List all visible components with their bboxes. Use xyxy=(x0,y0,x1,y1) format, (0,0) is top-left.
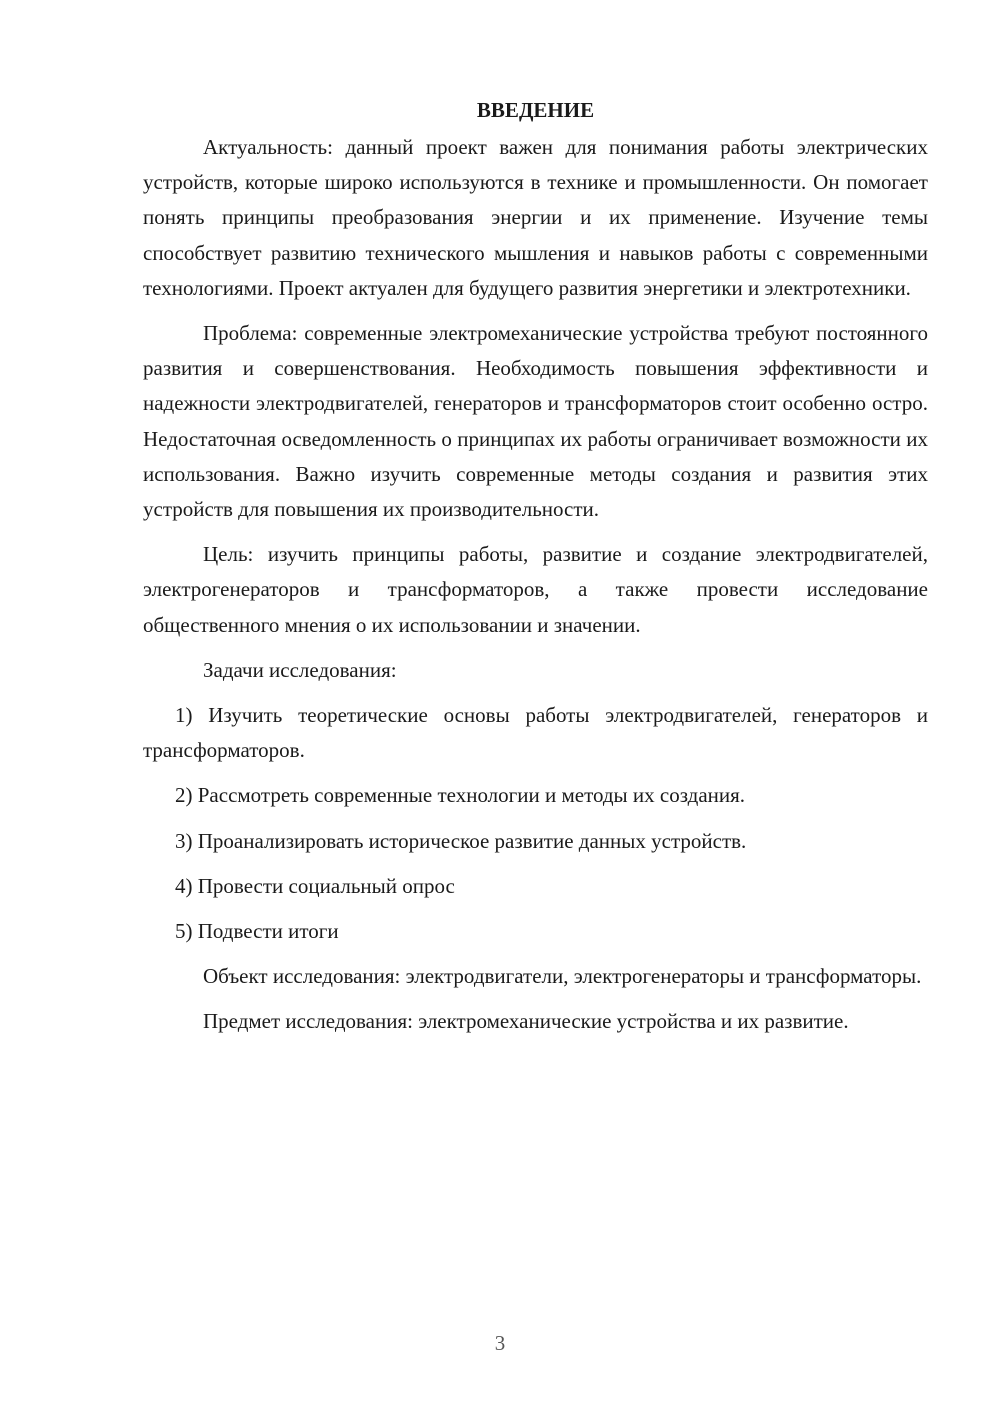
task-item-5: 5) Подвести итоги xyxy=(175,919,339,944)
tasks-heading: Задачи исследования: xyxy=(203,657,397,682)
section-heading: ВВЕДЕНИЕ xyxy=(476,98,595,122)
subject-paragraph: Предмет исследования: электромеханические устройства и их развитие. xyxy=(203,1009,849,1034)
goal-paragraph: Цель: изучить принципы работы, развитие и создание электродвигателей, электрогенераторов и трансформаторов, а также провести исследование общественного мнения о их использовании и значении. xyxy=(143,542,928,637)
task-item-1: 1) Изучить теоретические основы работы электродвигателей, генераторов и трансформаторов. xyxy=(143,703,928,763)
document-page xyxy=(143,92,928,1050)
relevance-paragraph: Актуальность: данный проект важен для понимания работы электрических устройств, которые широко используются в технике и промышленности. Он помогает понять принципы преобразования энергии и их применение. Изучение темы способствует развитию технического мышления и навыков работы с современными технологиями. Проект актуален для будущего развития энергетики и электротехники. xyxy=(143,135,928,300)
task-item-3: 3) Проанализировать историческое развитие данных устройств. xyxy=(175,828,747,853)
task-item-4: 4) Провести социальный опрос xyxy=(175,873,455,898)
problem-paragraph: Проблема: современные электромеханические устройства требуют постоянного развития и совершенствования. Необходимость повышения эффективности и надежности электродвигателей, генераторов и трансформаторов стоит особенно остро. Недостаточная осведомленность о принципах их работы ограничивает возможности их использования. Важно изучить современные методы создания и развития этих устройств для повышения их производительности. xyxy=(143,321,928,522)
page-number: 3 xyxy=(494,1331,506,1355)
task-item-2: 2) Рассмотреть современные технологии и методы их создания. xyxy=(175,783,746,808)
object-paragraph: Объект исследования: электродвигатели, электрогенераторы и трансформаторы. xyxy=(203,964,922,989)
